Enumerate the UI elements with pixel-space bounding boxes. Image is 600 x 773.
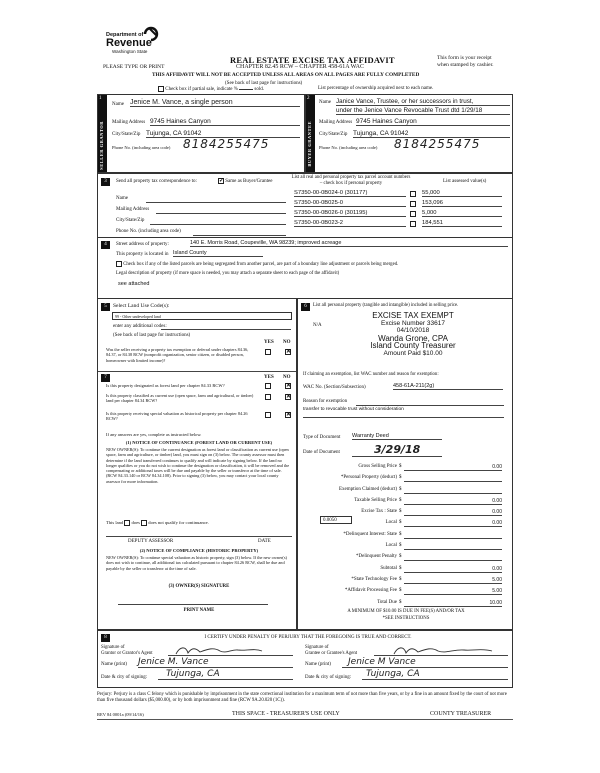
land-use-section [97, 298, 297, 630]
fee-row [303, 497, 509, 508]
list-pct: List percentage of ownership acquired next to each name. [318, 86, 434, 91]
buyer-name-line1[interactable]: Janice Vance, Trustee, or her successors in trust, [336, 98, 510, 106]
notice1-body: NEW OWNER(S): To continue the current designation as forest land or classification as current use (open space, farm and agriculture, or timber) land, you must sign on (3) below. The county assessor must then determine if the land transferred continues to qualify and will indicate by signing below. If the land no longer qualifies or you do not wish to continue the designation or classification, it will be removed and the compensating or additional taxes will be due and payable by the seller or transferor at the time of sale. (RCW 84.33.140 or RCW 84.34.108). Prior to signing (3) below, you may contact your local county assessor for more information. [106, 447, 290, 484]
segregated-checkbox[interactable] [116, 261, 122, 267]
fee-value[interactable] [404, 487, 502, 494]
fee-row [303, 587, 509, 598]
stamp-line2: Excise Number 33617 [381, 319, 445, 327]
q1-no[interactable]: ✕ [286, 349, 292, 355]
warning: THIS AFFIDAVIT WILL NOT BE ACCEPTED UNLESS ALL AREAS ON ALL PAGES ARE FULLY COMPLETED [152, 72, 420, 78]
grantee-name-value[interactable]: Jenice M Vance [342, 657, 508, 668]
value-header: List assessed value(s) [443, 179, 487, 184]
property-section [97, 238, 513, 298]
fee-label: *Affidavit Processing Fee [344, 588, 397, 594]
section3-num: 3 [101, 178, 110, 186]
dor-logo [106, 26, 168, 62]
parcel-number[interactable]: S7350-00-0B026-0 (301195) [294, 210, 406, 217]
minimum-note: A MINIMUM OF $10.00 IS DUE IN FEE(S) AND/OR TAX [347, 609, 465, 614]
please-type: PLEASE TYPE OR PRINT [103, 64, 165, 70]
stamp-line6: Amount Paid $10.00 [383, 349, 443, 357]
fees-list [303, 463, 509, 610]
agency-line1: Department of [106, 32, 144, 38]
assessed-value[interactable]: 153,096 [422, 200, 502, 207]
land-use-select[interactable]: 99 - Other undeveloped land [112, 312, 292, 320]
section7-num: 7 [101, 374, 110, 382]
buyer-band: BUYER GRANTEE [307, 121, 312, 167]
does-not-label: does not qualify for continuance. [148, 520, 209, 526]
stamp-line5: Island County Treasurer [370, 341, 456, 350]
owner-signature-line[interactable] [118, 604, 268, 605]
see-back-last-page: (See back of last page for instructions) [225, 81, 303, 86]
buyer-city-label: City/State/Zip [319, 132, 348, 137]
street-value[interactable]: 140 E. Morris Road, Coupeville, WA 98239; improved acreage [190, 240, 508, 247]
doc-type-label: Type of Document [303, 435, 341, 440]
q1-yes[interactable] [265, 349, 271, 355]
dollar-sign: $ [399, 554, 402, 560]
doc-type-value[interactable]: Warranty Deed [352, 433, 442, 440]
parcel-row [294, 219, 509, 229]
fee-label: *Personal Property (deduct) [340, 475, 397, 481]
dollar-sign: $ [399, 531, 402, 537]
parcel-row [294, 199, 509, 209]
parcel-number[interactable]: S7350-00-0B024-0 (301177) [294, 190, 406, 197]
legal-label: Legal description of property (if more space is needed, you may attach a separate sheet to each page of the affidavit) [116, 271, 340, 276]
top-note: This form is your receipt when stamped by cashier. [437, 55, 494, 68]
fee-row [303, 576, 509, 587]
wac-label: WAC No. (Section/Subsection) [303, 385, 366, 390]
qualify-row [106, 520, 209, 526]
parcel-header: List all real and personal property tax parcel account numbers – check box if personal property [291, 175, 411, 186]
personal-label: List all personal property (tangible and intangible) included in selling price. [313, 303, 459, 308]
fee-label: Taxable Selling Price [354, 497, 397, 503]
personal-property-checkbox[interactable] [410, 191, 416, 197]
q3: Is this property classified as current use (open space, farm and agricultural, or timber) land per chapter 84.34 RCW? [106, 393, 254, 404]
fee-value[interactable]: 10.00 [404, 600, 502, 607]
same-as-buyer-label: Same as Buyer/Grantee [225, 179, 273, 185]
notice1-title: (1) NOTICE OF CONTINUANCE (FOREST LAND OR CURRENT USE) [125, 440, 273, 445]
dollar-sign: $ [399, 576, 402, 582]
buyer-phone-label: Phone No. (including area code) [319, 145, 378, 150]
dollar-sign: $ [399, 486, 402, 492]
stamp-line4: Wanda Grone, CPA [378, 333, 448, 343]
parcel-number[interactable]: S7350-00-0B023-2 [294, 220, 406, 227]
reason-label: Reason for exemption [303, 399, 348, 404]
grantee-signature[interactable] [374, 645, 508, 656]
seller-mailing[interactable]: 9745 Haines Canyon [150, 118, 300, 126]
local-rate-value[interactable]: 0.0050 [320, 516, 352, 524]
na-value: N/A [313, 323, 322, 328]
reason-value[interactable]: transfer to revocable trust without consideration [303, 407, 404, 412]
buyer-phone[interactable]: 8184255475 [394, 137, 481, 151]
exemption-label: If claiming an exemption, list WAC number and reason for exemption: [303, 372, 439, 377]
does-label: does [131, 520, 140, 526]
partial-sale-checkbox[interactable] [158, 86, 164, 92]
assessed-value[interactable]: 5,000 [422, 210, 502, 217]
s3-phone-label: Phone No. (including area code) [116, 229, 181, 234]
see-instructions: *SEE INSTRUCTIONS [382, 616, 430, 621]
fee-label: Subtotal [380, 565, 397, 571]
fee-value[interactable] [404, 475, 502, 482]
grantor-sig-label: Signature of Grantor or Grantor's Agent [101, 645, 153, 656]
owner-signature-label: (3) OWNER(S) SIGNATURE [168, 584, 230, 589]
personal-property-checkbox[interactable] [410, 201, 416, 207]
fee-label: Local [385, 543, 397, 549]
land-label: This land [106, 520, 124, 526]
fee-value[interactable]: 0.00 [404, 509, 502, 516]
fee-row [303, 565, 509, 576]
buyer-num: 2 [307, 96, 310, 101]
street-label: Street address of property: [116, 242, 169, 247]
q4-yes[interactable] [265, 412, 271, 418]
fee-value[interactable]: 0.00 [404, 464, 502, 471]
buyer-mailing-label: Mailing Address [319, 120, 353, 125]
assessed-value[interactable]: 184,551 [422, 220, 502, 227]
sold-label: sold. [254, 87, 264, 93]
dollar-sign: $ [399, 588, 402, 594]
fee-value[interactable]: 0.00 [404, 498, 502, 505]
seller-phone-label: Phone No. (including area code) [112, 145, 171, 150]
does-not-checkbox[interactable] [141, 520, 147, 526]
parcel-row [294, 209, 509, 219]
q2-yes[interactable] [265, 383, 271, 389]
additional-codes-label: enter any additional codes: [113, 324, 167, 329]
seller-num: 1 [99, 96, 102, 101]
perjury-note: Perjury: Perjury is a class C felony which is punishable by imprisonment in the state correctional institution for a maximum term of not more than five years, or by a fine in an amount fixed by the court of not more than five thousand dollars ($5,000.00), or by both imprisonment and fine (RCW 9A.20.020 (1C)). [97, 692, 507, 703]
segregated-row [116, 261, 398, 267]
fee-value[interactable]: 5.00 [404, 577, 502, 584]
grantor-city-value[interactable]: Tujunga, CA [158, 669, 293, 680]
seller-mailing-label: Mailing Address [112, 120, 146, 125]
fee-row [303, 542, 509, 553]
located-label: This property is located in [116, 252, 169, 257]
partial-sale-row [158, 86, 264, 92]
q1: Was the seller receiving a property tax exemption or deferral under chapters 84.36, 84.37, or 84.38 RCW (nonprofit organization, senior citizen, or disabled person, homeowner with limited income)? [106, 347, 249, 363]
dollar-sign: $ [399, 543, 402, 549]
fee-value[interactable] [404, 543, 502, 550]
fee-row [303, 486, 509, 497]
certification-section [97, 630, 513, 688]
fee-row [303, 474, 509, 485]
seller-city-label: City/State/Zip [112, 132, 141, 137]
fee-label: *Delinquent Interest: State [343, 531, 397, 537]
grantor-signature[interactable] [168, 645, 293, 656]
section5-num: 5 [101, 303, 110, 311]
grantor-name-label: Name (print) [101, 662, 127, 667]
yes-header: YES [264, 340, 274, 345]
chapter: CHAPTER 82.45 RCW – CHAPTER 458-61A WAC [236, 64, 364, 70]
print-name-label: PRINT NAME [183, 608, 215, 613]
dollar-sign: $ [399, 475, 402, 481]
assessed-value[interactable]: 55,000 [422, 190, 502, 197]
agency-line3: Washington State [112, 49, 148, 54]
does-checkbox[interactable] [124, 520, 130, 526]
certify: I CERTIFY UNDER PENALTY OF PERJURY THAT THE FOREGOING IS TRUE AND CORRECT. [204, 635, 412, 640]
seller-name-label: Name [112, 102, 124, 107]
correspondence-section [97, 173, 513, 238]
doc-date-label: Date of Document [303, 450, 340, 455]
fee-value[interactable]: 0.00 [404, 566, 502, 573]
grantee-name-label: Name (print) [305, 662, 331, 667]
parcel-number[interactable]: S7350-00-0B025-0 [294, 200, 406, 207]
segregated-label: Check box if any of the listed parcels are being segregated from another parcel, are part of a boundary line adjustment or parcels being merged. [123, 262, 399, 268]
parcel-list [294, 189, 509, 229]
buyer-name-label: Name [319, 100, 331, 105]
dollar-sign: $ [399, 509, 402, 515]
fee-label: Local [385, 520, 397, 526]
doc-date-value[interactable]: 3/29/18 [352, 443, 442, 457]
s3-city-label: City/State/Zip [116, 218, 145, 223]
fee-row [303, 463, 509, 474]
deputy-assessor: DEPUTY ASSESSOR [128, 539, 174, 544]
land-use-label: Select Land Use Code(s): [113, 303, 170, 309]
q4-no[interactable]: ✕ [286, 412, 292, 418]
fee-row [303, 531, 509, 542]
no-header-2: NO [283, 375, 291, 380]
form-revision: REV 84 0001a (09/14/16) [97, 712, 144, 717]
fee-value[interactable] [404, 554, 502, 561]
seller-city[interactable]: Tujunga, CA 91042 [146, 130, 300, 138]
seller-band: SELLER GRANTOR [99, 121, 104, 170]
fee-label: Gross Selling Price [358, 464, 397, 469]
county-treasurer: COUNTY TREASURER [430, 711, 492, 717]
seller-name[interactable]: Jenice M. Vance, a single person [130, 99, 300, 107]
dollar-sign: $ [399, 464, 402, 469]
personal-property-checkbox[interactable] [410, 211, 416, 217]
s3-name-label: Name [116, 196, 128, 201]
partial-sale-label: Check box if partial sale, indicate % [165, 87, 238, 93]
fee-label: *State Technology Fee [351, 576, 397, 582]
buyer-section [305, 94, 513, 173]
exemption-section [297, 298, 513, 630]
buyer-mailing[interactable]: 9745 Haines Canyon [356, 118, 510, 126]
fee-label: Exemption Claimed (deduct) [338, 486, 397, 492]
if-yes: If any answers are yes, complete as instructed below. [106, 432, 202, 437]
dollar-sign: $ [399, 497, 402, 503]
s3-mailing-label: Mailing Address [116, 207, 150, 212]
same-as-buyer-checkbox[interactable]: ✓ [219, 178, 225, 184]
treasurer-space: THIS SPACE - TREASURER'S USE ONLY [232, 711, 340, 717]
q2: Is this property designated as forest land per chapter 84.33 RCW? [106, 383, 225, 388]
dollar-sign: $ [399, 599, 402, 605]
county-value[interactable]: Island County [173, 250, 263, 257]
parcel-row [294, 189, 509, 199]
same-as-buyer [218, 178, 272, 184]
fee-label: Total Due [377, 599, 397, 605]
q2-no[interactable]: ✕ [286, 383, 292, 389]
personal-property-checkbox[interactable] [410, 221, 416, 227]
no-header: NO [283, 340, 291, 345]
seller-phone[interactable]: 8184255475 [183, 137, 270, 151]
wac-value[interactable]: 458-61A-211(2g) [393, 383, 503, 390]
buyer-name-line2[interactable]: under the Jenice Vance Revocable Trust dtd 1/29/18 [336, 107, 510, 115]
grantee-sig-label: Signature of Grantee or Grantee's Agent [305, 645, 358, 656]
section6-num: 6 [301, 303, 310, 311]
grantee-date-label: Date & city of signing: [305, 675, 352, 680]
send-label: Send all property tax correspondence to: [116, 179, 197, 184]
dollar-sign: $ [399, 565, 402, 571]
exempt-stamp [343, 312, 483, 357]
section4-num: 4 [101, 241, 110, 249]
seller-section [97, 94, 305, 173]
assessor-date: DATE [258, 539, 271, 544]
form-title: REAL ESTATE EXCISE TAX AFFIDAVIT [230, 55, 395, 65]
stamp-line1: EXCISE TAX EXEMPT [372, 311, 454, 320]
notice2-title: (2) NOTICE OF COMPLIANCE (HISTORIC PROPERTY) [139, 548, 259, 553]
grantee-city-value[interactable]: Tujunga, CA [362, 669, 508, 680]
fee-row [303, 553, 509, 564]
q3-yes[interactable] [265, 394, 271, 400]
see-back-5: (See back of last page for instructions) [113, 333, 191, 338]
fee-label: *Delinquent Penalty [356, 554, 397, 560]
agency-line2: Revenue [106, 37, 152, 49]
fee-value[interactable] [404, 532, 502, 539]
q4: Is this property receiving special valuation as historical property per chapter 84.26 RCW? [106, 411, 248, 422]
fee-value[interactable]: 0.00 [404, 520, 502, 527]
grantor-name-value[interactable]: Jenice M. Vance [138, 657, 293, 668]
fee-value[interactable]: 5.00 [404, 588, 502, 595]
grantor-date-label: Date & city of signing: [101, 675, 148, 680]
q3-no[interactable]: ✕ [286, 394, 292, 400]
buyer-city[interactable]: Tujunga, CA 91042 [353, 130, 510, 138]
fee-label: Excise Tax : State [361, 509, 397, 515]
stamp-line3: 04/10/2018 [396, 327, 430, 334]
section8-num: 8 [101, 634, 110, 642]
yes-header-2: YES [264, 375, 274, 380]
dollar-sign: $ [399, 520, 402, 526]
legal-value[interactable]: see attached [118, 281, 150, 287]
notice2-body: NEW OWNER(S): To continue special valuation as historic property, sign (3) below. If the new owner(s) does not wish to continue, all additional tax calculated pursuant to chapter 84.26 RCW, shall be due and payable by the seller or transferor at the time of sale. [106, 555, 287, 571]
